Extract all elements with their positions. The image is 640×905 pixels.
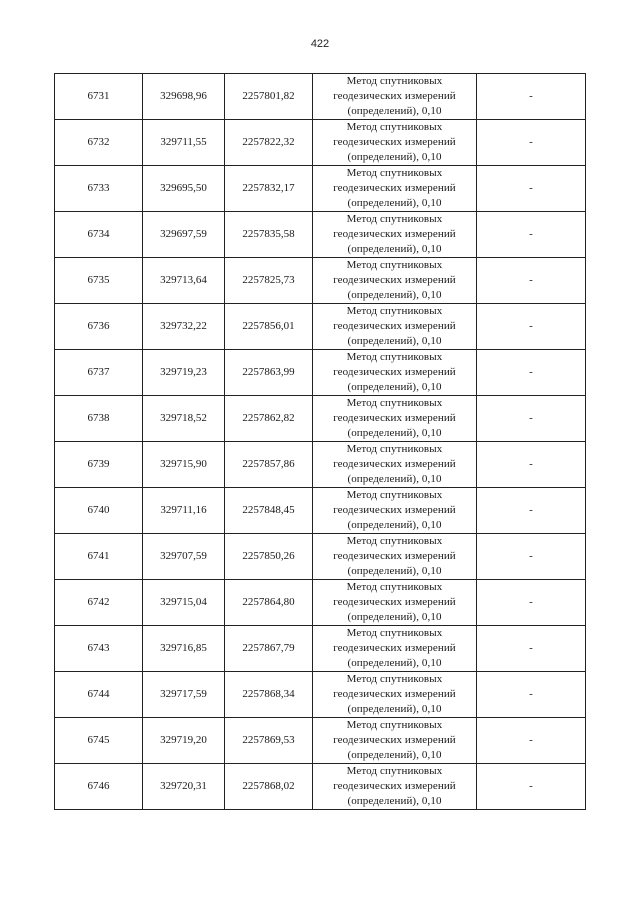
method-line-3: (определений), 0,10: [347, 611, 442, 623]
x-coordinate-cell: 329716,85: [143, 626, 225, 672]
y-coordinate-cell: 2257825,73: [225, 258, 313, 304]
method-line-2: геодезических измерений: [333, 550, 456, 562]
method-line-1: Метод спутниковых: [346, 535, 443, 547]
y-coordinate-cell: 2257835,58: [225, 212, 313, 258]
y-coordinate-cell: 2257850,26: [225, 534, 313, 580]
note-cell: -: [477, 166, 586, 212]
table-row: [55, 350, 586, 396]
coordinates-table-body: [55, 74, 586, 810]
method-cell: [313, 350, 477, 396]
method-line-3: (определений), 0,10: [347, 427, 442, 439]
point-id-cell: 6746: [55, 764, 143, 810]
note-cell: -: [477, 304, 586, 350]
y-coordinate-cell: 2257848,45: [225, 488, 313, 534]
note-cell: -: [477, 626, 586, 672]
method-cell: [313, 74, 477, 120]
y-coordinate-cell: 2257868,34: [225, 672, 313, 718]
y-coordinate-cell: 2257867,79: [225, 626, 313, 672]
note-cell: -: [477, 488, 586, 534]
point-id-cell: 6740: [55, 488, 143, 534]
x-coordinate-cell: 329720,31: [143, 764, 225, 810]
method-line-3: (определений), 0,10: [347, 473, 442, 485]
table-row: [55, 534, 586, 580]
method-line-2: геодезических измерений: [333, 182, 456, 194]
note-cell: -: [477, 350, 586, 396]
x-coordinate-cell: 329718,52: [143, 396, 225, 442]
x-coordinate-cell: 329711,16: [143, 488, 225, 534]
point-id-cell: 6742: [55, 580, 143, 626]
point-id-cell: 6732: [55, 120, 143, 166]
y-coordinate-cell: 2257868,02: [225, 764, 313, 810]
x-coordinate-cell: 329715,90: [143, 442, 225, 488]
method-line-3: (определений), 0,10: [347, 335, 442, 347]
x-coordinate-cell: 329707,59: [143, 534, 225, 580]
table-row: [55, 166, 586, 212]
x-coordinate-cell: 329715,04: [143, 580, 225, 626]
method-line-2: геодезических измерений: [333, 412, 456, 424]
point-id-cell: 6734: [55, 212, 143, 258]
y-coordinate-cell: 2257864,80: [225, 580, 313, 626]
x-coordinate-cell: 329713,64: [143, 258, 225, 304]
method-cell: [313, 166, 477, 212]
method-cell: [313, 212, 477, 258]
point-id-cell: 6735: [55, 258, 143, 304]
method-line-2: геодезических измерений: [333, 90, 456, 102]
method-cell: [313, 258, 477, 304]
method-line-1: Метод спутниковых: [346, 213, 443, 225]
method-cell: [313, 580, 477, 626]
method-line-2: геодезических измерений: [333, 320, 456, 332]
method-line-3: (определений), 0,10: [347, 105, 442, 117]
method-line-3: (определений), 0,10: [347, 703, 442, 715]
method-line-2: геодезических измерений: [333, 136, 456, 148]
method-line-3: (определений), 0,10: [347, 197, 442, 209]
coordinates-table: [54, 73, 586, 810]
method-cell: [313, 534, 477, 580]
method-cell: [313, 488, 477, 534]
method-line-1: Метод спутниковых: [346, 581, 443, 593]
y-coordinate-cell: 2257862,82: [225, 396, 313, 442]
x-coordinate-cell: 329717,59: [143, 672, 225, 718]
table-row: [55, 74, 586, 120]
page-number: 422: [310, 38, 330, 50]
point-id-cell: 6739: [55, 442, 143, 488]
method-line-3: (определений), 0,10: [347, 243, 442, 255]
method-line-3: (определений), 0,10: [347, 151, 442, 163]
table-row: [55, 672, 586, 718]
point-id-cell: 6733: [55, 166, 143, 212]
x-coordinate-cell: 329719,23: [143, 350, 225, 396]
method-line-3: (определений), 0,10: [347, 289, 442, 301]
method-line-1: Метод спутниковых: [346, 305, 443, 317]
note-cell: -: [477, 396, 586, 442]
method-line-1: Метод спутниковых: [346, 443, 443, 455]
method-line-2: геодезических измерений: [333, 734, 456, 746]
method-line-3: (определений), 0,10: [347, 795, 442, 807]
x-coordinate-cell: 329695,50: [143, 166, 225, 212]
method-line-3: (определений), 0,10: [347, 565, 442, 577]
table-row: [55, 120, 586, 166]
method-line-1: Метод спутниковых: [346, 765, 443, 777]
note-cell: -: [477, 764, 586, 810]
method-cell: [313, 304, 477, 350]
table-row: [55, 626, 586, 672]
point-id-cell: 6745: [55, 718, 143, 764]
method-line-1: Метод спутниковых: [346, 75, 443, 87]
method-line-3: (определений), 0,10: [347, 381, 442, 393]
method-line-2: геодезических измерений: [333, 780, 456, 792]
point-id-cell: 6737: [55, 350, 143, 396]
table-row: [55, 718, 586, 764]
method-line-1: Метод спутниковых: [346, 719, 443, 731]
note-cell: -: [477, 442, 586, 488]
x-coordinate-cell: 329698,96: [143, 74, 225, 120]
method-cell: [313, 718, 477, 764]
method-cell: [313, 442, 477, 488]
note-cell: -: [477, 718, 586, 764]
table-row: [55, 488, 586, 534]
table-row: [55, 212, 586, 258]
method-line-2: геодезических измерений: [333, 688, 456, 700]
y-coordinate-cell: 2257857,86: [225, 442, 313, 488]
note-cell: -: [477, 212, 586, 258]
method-line-3: (определений), 0,10: [347, 519, 442, 531]
method-line-2: геодезических измерений: [333, 596, 456, 608]
y-coordinate-cell: 2257856,01: [225, 304, 313, 350]
method-line-2: геодезических измерений: [333, 228, 456, 240]
table-row: [55, 258, 586, 304]
note-cell: -: [477, 120, 586, 166]
method-line-2: геодезических измерений: [333, 274, 456, 286]
point-id-cell: 6736: [55, 304, 143, 350]
point-id-cell: 6731: [55, 74, 143, 120]
table-row: [55, 764, 586, 810]
x-coordinate-cell: 329697,59: [143, 212, 225, 258]
note-cell: -: [477, 672, 586, 718]
point-id-cell: 6743: [55, 626, 143, 672]
method-cell: [313, 764, 477, 810]
note-cell: -: [477, 258, 586, 304]
x-coordinate-cell: 329711,55: [143, 120, 225, 166]
method-line-1: Метод спутниковых: [346, 121, 443, 133]
method-line-2: геодезических измерений: [333, 642, 456, 654]
method-line-1: Метод спутниковых: [346, 673, 443, 685]
point-id-cell: 6744: [55, 672, 143, 718]
y-coordinate-cell: 2257822,32: [225, 120, 313, 166]
method-line-1: Метод спутниковых: [346, 397, 443, 409]
y-coordinate-cell: 2257863,99: [225, 350, 313, 396]
table-row: [55, 580, 586, 626]
y-coordinate-cell: 2257869,53: [225, 718, 313, 764]
method-cell: [313, 120, 477, 166]
x-coordinate-cell: 329732,22: [143, 304, 225, 350]
table-row: [55, 396, 586, 442]
y-coordinate-cell: 2257801,82: [225, 74, 313, 120]
point-id-cell: 6738: [55, 396, 143, 442]
method-line-1: Метод спутниковых: [346, 259, 443, 271]
point-id-cell: 6741: [55, 534, 143, 580]
method-line-1: Метод спутниковых: [346, 167, 443, 179]
method-cell: [313, 396, 477, 442]
note-cell: -: [477, 534, 586, 580]
method-line-1: Метод спутниковых: [346, 489, 443, 501]
method-cell: [313, 672, 477, 718]
x-coordinate-cell: 329719,20: [143, 718, 225, 764]
method-line-1: Метод спутниковых: [346, 351, 443, 363]
table-row: [55, 442, 586, 488]
method-line-2: геодезических измерений: [333, 504, 456, 516]
method-line-2: геодезических измерений: [333, 366, 456, 378]
note-cell: -: [477, 74, 586, 120]
method-line-2: геодезических измерений: [333, 458, 456, 470]
y-coordinate-cell: 2257832,17: [225, 166, 313, 212]
note-cell: -: [477, 580, 586, 626]
table-row: [55, 304, 586, 350]
method-line-1: Метод спутниковых: [346, 627, 443, 639]
method-line-3: (определений), 0,10: [347, 657, 442, 669]
method-cell: [313, 626, 477, 672]
method-line-3: (определений), 0,10: [347, 749, 442, 761]
